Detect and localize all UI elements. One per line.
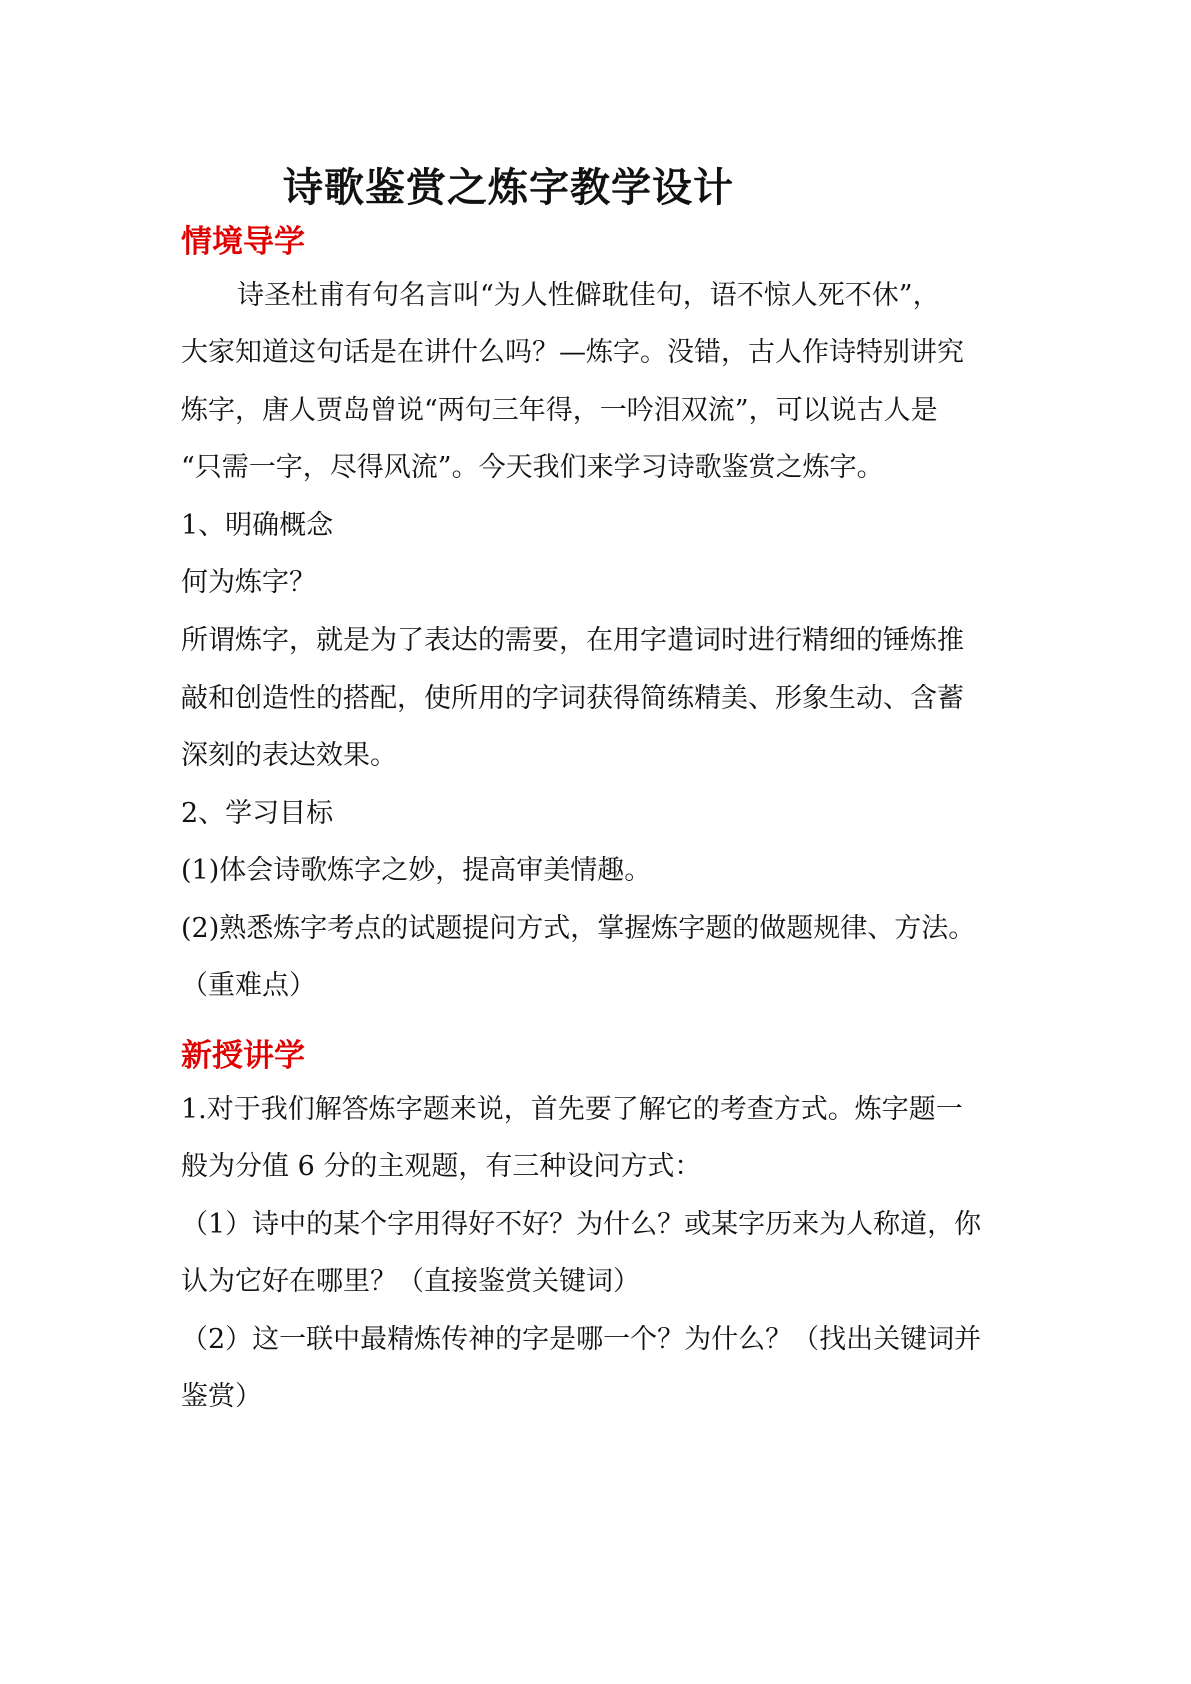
paragraph-line: 诗圣杜甫有句名言叫“为人性僻耽佳句，语不惊人死不休”， (237, 280, 940, 311)
document-title: 诗歌鉴赏之炼字教学设计 (283, 164, 734, 211)
subheading-concept: 1、明确概念 (181, 510, 334, 541)
question-line: 何为炼字？ (181, 567, 316, 598)
section-heading-lesson: 新授讲学 (181, 1038, 305, 1074)
paragraph-line: 所谓炼字，就是为了表达的需要，在用字遣词时进行精细的锤炼推 (181, 625, 964, 656)
goal-item: (1)体会诗歌炼字之妙，提高审美情趣。 (181, 855, 652, 886)
subheading-goals: 2、学习目标 (181, 798, 334, 829)
question-type-line: （2）这一联中最精炼传神的字是哪一个？为什么？（找出关键词并 (181, 1324, 982, 1355)
paragraph-line: 深刻的表达效果。 (181, 740, 397, 771)
question-type-line: （1）诗中的某个字用得好不好？为什么？或某字历来为人称道，你 (181, 1209, 982, 1240)
question-type-line: 鉴赏） (181, 1381, 262, 1412)
paragraph-line: 1.对于我们解答炼字题来说，首先要了解它的考查方式。炼字题一 (181, 1094, 963, 1125)
section-heading-intro: 情境导学 (181, 224, 305, 260)
paragraph-line: 敲和创造性的搭配，使所用的字词获得简练精美、形象生动、含蓄 (181, 683, 964, 714)
paragraph-line: 大家知道这句话是在讲什么吗？—炼字。没错，古人作诗特别讲究 (181, 337, 964, 368)
paragraph-line: 般为分值 6 分的主观题，有三种设问方式： (181, 1151, 702, 1182)
paragraph-line: “只需一字，尽得风流”。今天我们来学习诗歌鉴赏之炼字。 (181, 452, 884, 483)
paragraph-line: 炼字，唐人贾岛曾说“两句三年得，一吟泪双流”，可以说古人是 (181, 395, 938, 426)
question-type-line: 认为它好在哪里？（直接鉴赏关键词） (181, 1266, 640, 1297)
goal-note: （重难点） (181, 970, 316, 1001)
goal-item: (2)熟悉炼字考点的试题提问方式，掌握炼字题的做题规律、方法。 (181, 913, 976, 944)
